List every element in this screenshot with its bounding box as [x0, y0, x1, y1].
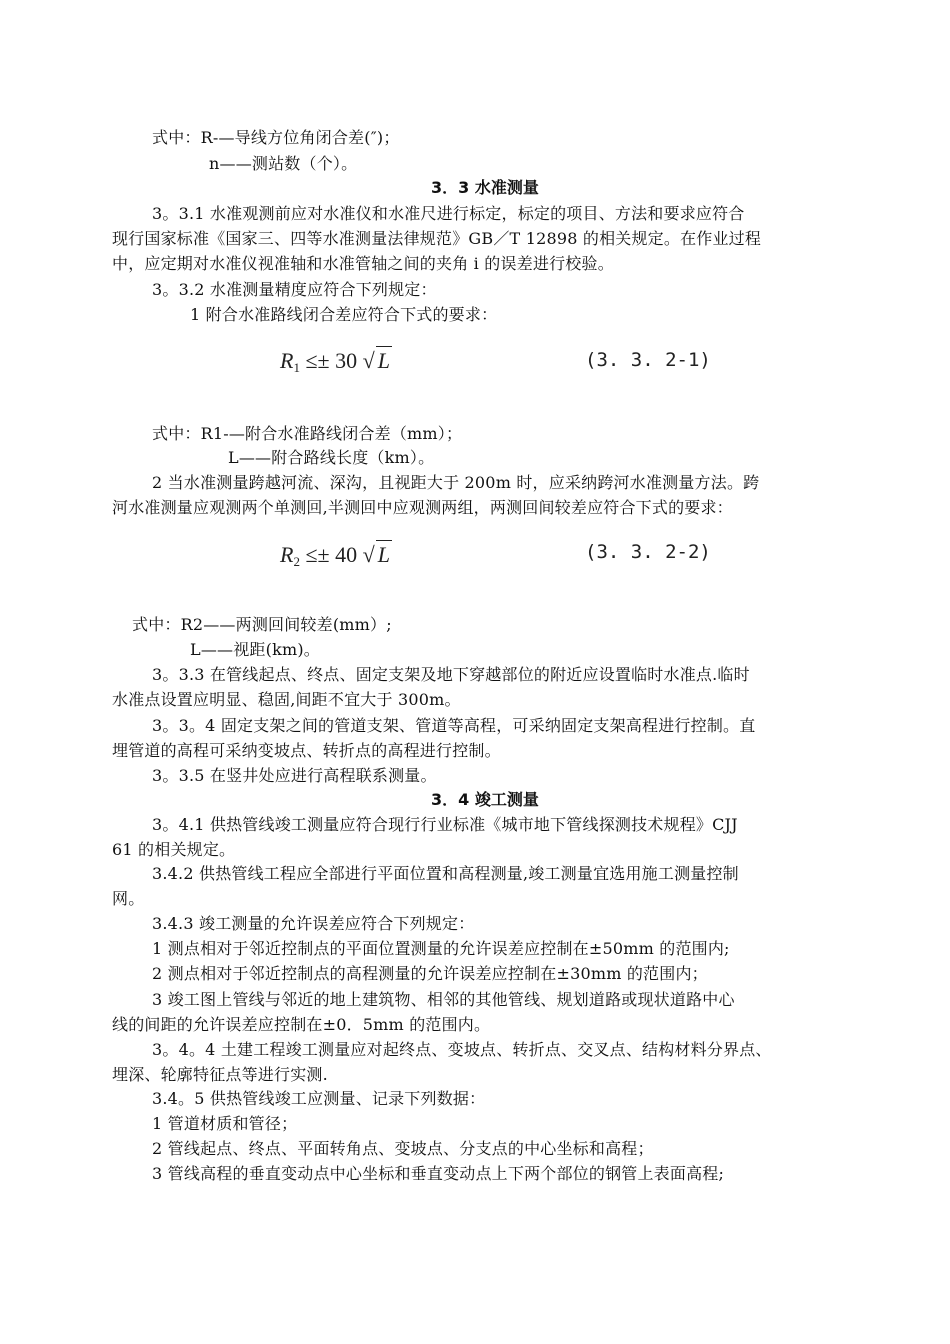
paragraph-line: 1 附合水准路线闭合差应符合下式的要求：: [190, 305, 498, 324]
sqrt-icon: √: [362, 542, 375, 567]
paragraph-line: 3。3.3 在管线起点、终点、固定支架及地下穿越部位的附近应设置临时水准点.临时: [152, 665, 750, 684]
equation-number: (3. 3. 2-2): [585, 541, 711, 563]
equation-3-3-2-2: [280, 540, 392, 576]
equation-radicand: L: [377, 348, 390, 373]
paragraph-line: 3。3.2 水准测量精度应符合下列规定：: [152, 280, 437, 299]
paragraph-line: 河水准测量应观测两个单测回,半测回中应观测两组，两测回间较差应符合下式的要求：: [112, 498, 733, 517]
list-item: 1 测点相对于邻近控制点的平面位置测量的允许误差应控制在±50mm 的范围内;: [152, 939, 730, 958]
formula-note-n: n——测站数（个）。: [209, 154, 358, 173]
equation-radicand: L: [377, 542, 390, 567]
paragraph-line: 3.4.3 竣工测量的允许误差应符合下列规定：: [152, 914, 475, 933]
paragraph-line: 3。3。4 固定支架之间的管道支架、管道等高程，可采纳固定支架高程进行控制。直: [152, 716, 756, 735]
equation-lhs: R: [280, 348, 294, 373]
section-heading-3-3: 3．3 水准测量: [431, 178, 539, 197]
formula-note-L: L——视距(km)。: [190, 640, 320, 659]
paragraph-line: 中，应定期对水准仪视准轴和水准管轴之间的夹角 i 的误差进行校验。: [112, 254, 614, 273]
equation-subscript: 2: [293, 554, 300, 569]
list-item: 3 竣工图上管线与邻近的地上建筑物、相邻的其他管线、规划道路或现状道路中心: [152, 990, 735, 1009]
paragraph-line: 3.4.2 供热管线工程应全部进行平面位置和高程测量,竣工测量宜选用施工测量控制: [152, 864, 739, 883]
equation-3-3-2-1: [280, 346, 392, 382]
paragraph-line: 网。: [112, 889, 145, 908]
paragraph-line: 3。4.1 供热管线竣工测量应符合现行行业标准《城市地下管线探测技术规程》CJJ: [152, 815, 738, 834]
paragraph-line: 3。3.1 水准观测前应对水准仪和水准尺进行标定，标定的项目、方法和要求应符合: [152, 204, 745, 223]
equation-operator: ≤± 40: [305, 542, 358, 567]
paragraph-line: 61 的相关规定。: [112, 840, 236, 859]
paragraph-line: 线的间距的允许误差应控制在±0．5mm 的范围内。: [112, 1015, 491, 1034]
section-heading-3-4: 3．4 竣工测量: [431, 790, 539, 809]
paragraph-line: 2 当水准测量跨越河流、深沟，且视距大于 200m 时，应采纳跨河水准测量方法。跨: [152, 473, 760, 492]
paragraph-line: 3。3.5 在竖井处应进行高程联系测量。: [152, 766, 437, 785]
paragraph-line: 3.4。5 供热管线竣工应测量、记录下列数据：: [152, 1089, 486, 1108]
list-item: 3 管线高程的垂直变动点中心坐标和垂直变动点上下两个部位的钢管上表面高程;: [152, 1164, 725, 1183]
formula-note-R2: 式中：R2——两测回间较差(mm）;: [132, 615, 392, 634]
sqrt-icon: √: [362, 348, 375, 373]
paragraph-line: 埋深、轮廓特征点等进行实测.: [112, 1065, 328, 1084]
equation-subscript: 1: [293, 360, 300, 375]
formula-note-R1: 式中：R1-—附合水准路线闭合差（mm）；: [152, 424, 463, 443]
list-item: 2 测点相对于邻近控制点的高程测量的允许误差应控制在±30mm 的范围内；: [152, 964, 708, 983]
formula-note-R: 式中：R-—导线方位角闭合差(″)；: [152, 128, 400, 147]
paragraph-line: 现行国家标准《国家三、四等水准测量法律规范》GB／T 12898 的相关规定。在作业过程: [112, 229, 762, 248]
formula-note-L: L——附合路线长度（km）。: [228, 448, 435, 467]
equation-number: (3. 3. 2-1): [585, 349, 711, 371]
equation-operator: ≤± 30: [305, 348, 358, 373]
paragraph-line: 水准点设置应明显、稳固,间距不宜大于 300m。: [112, 690, 461, 709]
paragraph-line: 3。4。4 土建工程竣工测量应对起终点、变坡点、转折点、交叉点、结构材料分界点、: [152, 1040, 772, 1059]
list-item: 1 管道材质和管径；: [152, 1114, 298, 1133]
equation-lhs: R: [280, 542, 294, 567]
list-item: 2 管线起点、终点、平面转角点、变坡点、分支点的中心坐标和高程；: [152, 1139, 654, 1158]
paragraph-line: 埋管道的高程可采纳变坡点、转折点的高程进行控制。: [112, 741, 501, 760]
